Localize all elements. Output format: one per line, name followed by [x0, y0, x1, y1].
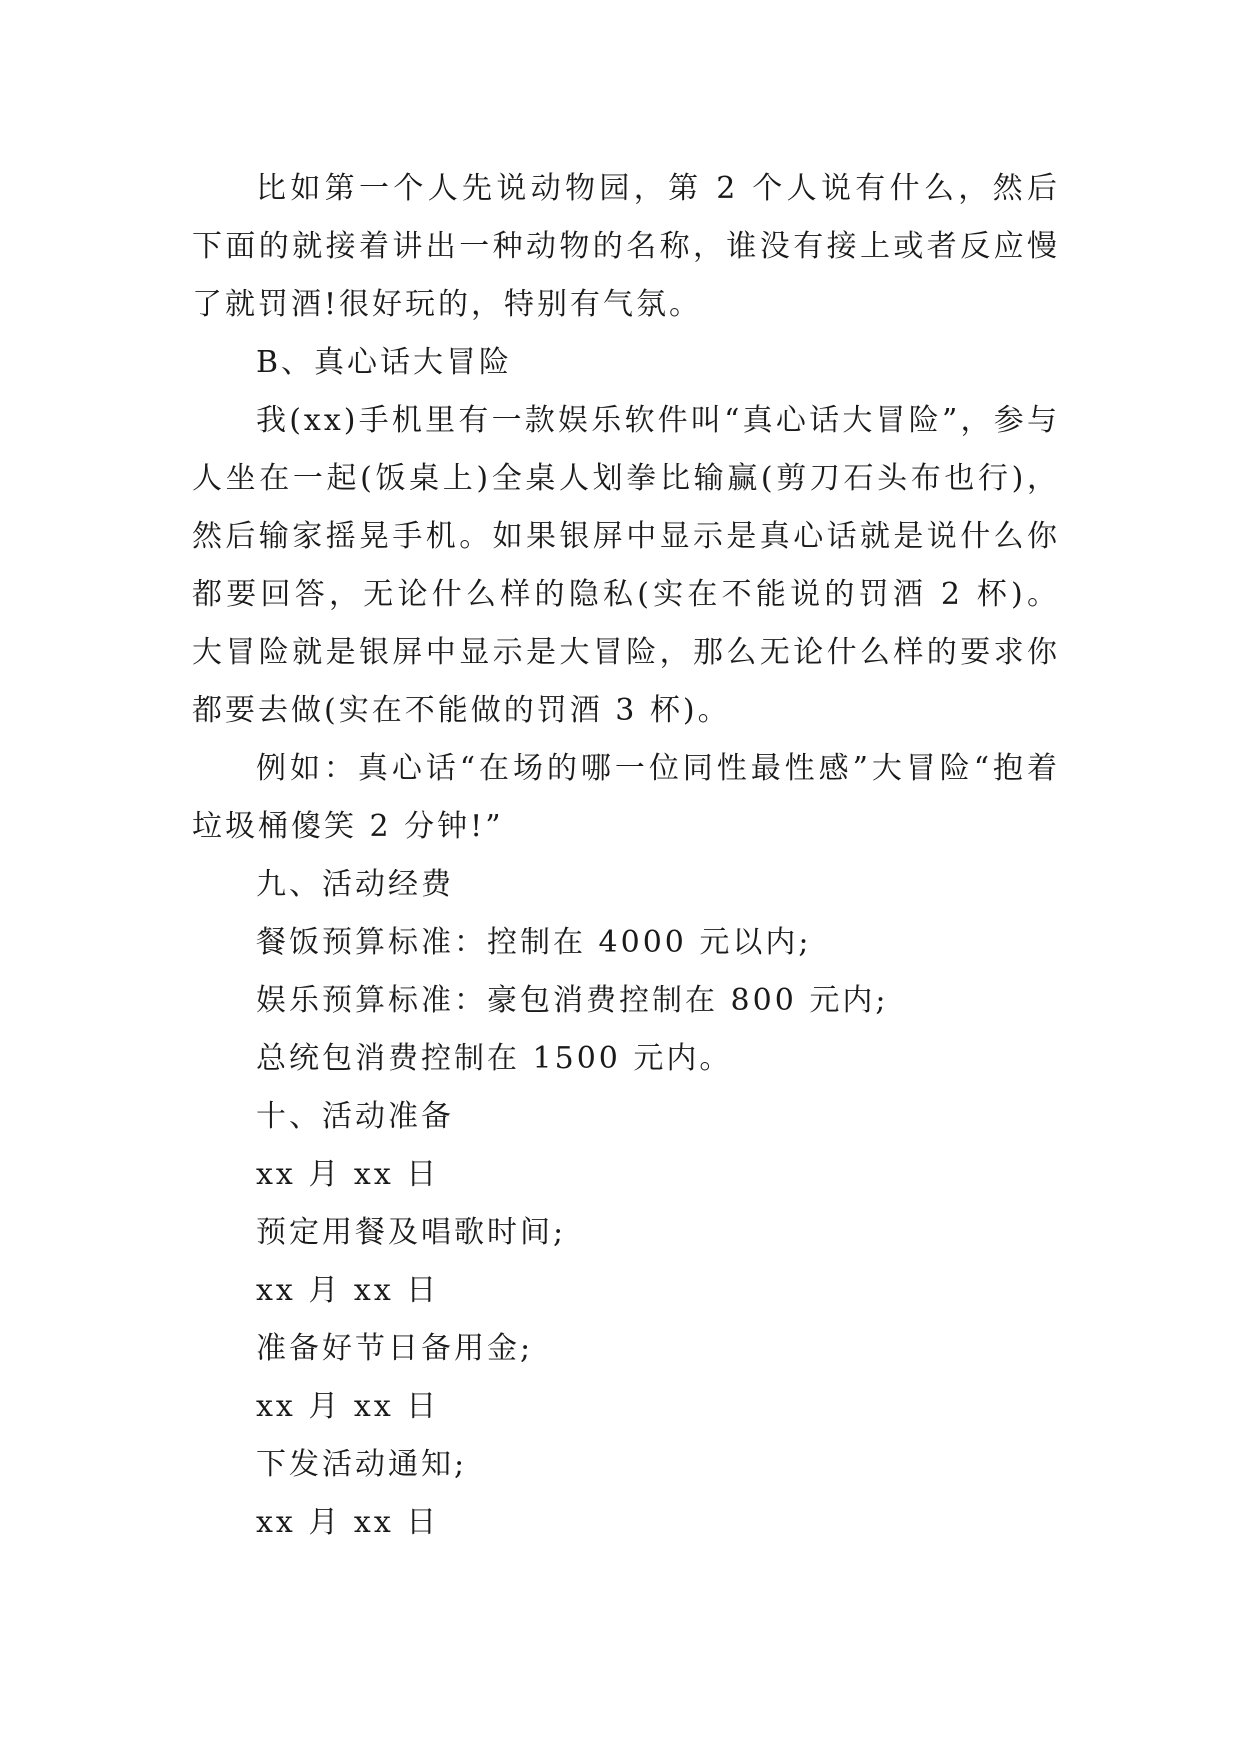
paragraph-zoo-game: 比如第一个人先说动物园，第 2 个人说有什么，然后下面的就接着讲出一种动物的名称，谁没有接上或者反应慢了就罚酒!很好玩的，特别有气氛。	[192, 171, 1060, 322]
prep-date-2: xx 月 xx 日	[256, 1273, 440, 1308]
prep-task-3: 下发活动通知;	[256, 1447, 468, 1482]
budget-total: 总统包消费控制在 1500 元内。	[256, 1041, 733, 1076]
paragraph-truth-or-dare-rules: 我(xx)手机里有一款娱乐软件叫“真心话大冒险”，参与人坐在一起(饭桌上)全桌人划拳比输赢(剪刀石头布也行)，然后输家摇晃手机。如果银屏中显示是真心话就是说什么你都要回答，无论什么样的隐私(实在不能说的罚酒 2 杯)。大冒险就是银屏中显示是大冒险，那么无论什么样的要求你都要去做(实在不能做的罚酒 3 杯)。	[192, 403, 1060, 728]
heading-truth-or-dare: B、真心话大冒险	[256, 345, 513, 380]
prep-date-1: xx 月 xx 日	[256, 1157, 440, 1192]
prep-task-2: 准备好节日备用金;	[256, 1331, 534, 1366]
prep-task-1: 预定用餐及唱歌时间;	[256, 1215, 567, 1250]
prep-date-3: xx 月 xx 日	[256, 1389, 440, 1424]
heading-activity-preparation: 十、活动准备	[256, 1099, 454, 1134]
prep-date-4: xx 月 xx 日	[256, 1505, 440, 1540]
document-body	[192, 160, 1060, 1552]
paragraph-example: 例如：真心话“在场的哪一位同性最性感”大冒险“抱着垃圾桶傻笑 2 分钟!”	[192, 751, 1060, 844]
budget-entertainment: 娱乐预算标准：豪包消费控制在 800 元内;	[256, 983, 889, 1018]
budget-meal: 餐饭预算标准：控制在 4000 元以内;	[256, 925, 812, 960]
heading-activity-budget: 九、活动经费	[256, 867, 454, 902]
